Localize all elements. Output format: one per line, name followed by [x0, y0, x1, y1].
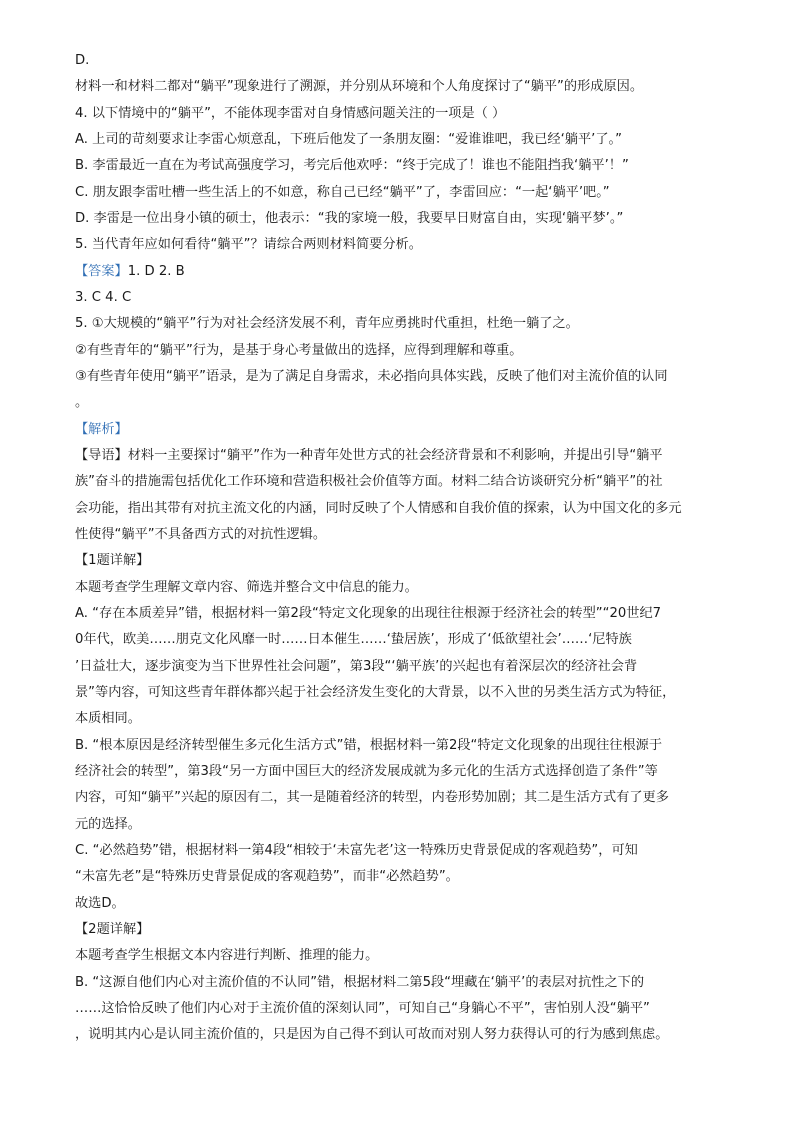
text-line: 族”奋斗的措施需包括优化工作环境和营造积极社会价值等方面。材料二结合访谈研究分析“躺平”的社 [75, 474, 663, 489]
text-line: B. “根本原因是经济转型催生多元化生活方式”错，根据材料一第2段“特定文化现象的出现往往根源于 [75, 738, 663, 753]
text-line: 5. ①大规模的“躺平”行为对社会经济发展不利，青年应勇挑时代重担，杜绝一躺了之。 [75, 316, 579, 331]
analysis-label: 【解析】 [75, 422, 128, 437]
text-line: ，说明其内心是认同主流价值的，只是因为自己得不到认可故而对别人努力获得认可的行为感到焦虑。 [75, 1027, 669, 1042]
text-line: B. “这源自他们内心对主流价值的不认同”错，根据材料二第5段“埋藏在‘躺平’的表层对抗性之下的 [75, 975, 645, 990]
text-line: C. “必然趋势”错，根据材料一第4段“相较于‘未富先老’这一特殊历史背景促成的客观趋势”，可知 [75, 843, 638, 858]
text-line: ③有些青年使用“躺平”语录，是为了满足自身需求，未必指向具体实践，反映了他们对主流价值的认同 [75, 369, 668, 384]
text-line: 性使得“躺平”不具备西方式的对抗性逻辑。 [75, 527, 327, 542]
text-line: 【导语】材料一主要探讨“躺平”作为一种青年处世方式的社会经济背景和不利影响，并提出引导“躺平 [75, 448, 663, 463]
question-5-stem: 5. 当代青年应如何看待“躺平”？请综合两则材料简要分析。 [75, 237, 422, 252]
section-heading: 【2题详解】 [75, 922, 150, 937]
answer-label: 【答案】 [75, 264, 128, 279]
text-line: 本题考查学生根据文本内容进行判断、推理的能力。 [75, 948, 379, 963]
answer-line [75, 263, 730, 281]
option-a: A. 上司的苛刻要求让李雷心烦意乱，下班后他发了一条朋友圈：“爱谁谁吧，我已经‘躺平’了。” [75, 132, 622, 147]
option-c: C. 朋友跟李雷吐槽一些生活上的不如意，称自己已经“躺平”了，李雷回应：“一起‘躺平’吧。” [75, 185, 610, 200]
text-line: ②有些青年的“躺平”行为，是基于身心考量做出的选择，应得到理解和尊重。 [75, 343, 523, 358]
text-line: 故选D。 [75, 896, 125, 911]
text-line: 0年代，欧美……朋克文化风靡一时……日本催生……‘蛰居族’，形成了‘低欲望社会’……‘尼特族 [75, 632, 632, 647]
option-b: B. 李雷最近一直在为考试高强度学习，考完后他欢呼：“终于完成了！谁也不能阻挡我‘躺平’！” [75, 158, 629, 173]
text-line: 。 [75, 395, 89, 410]
text-line: 本质相同。 [75, 711, 141, 726]
text-line: ’日益壮大，逐步演变为当下世界性社会问题”，第3段“‘躺平族’的兴起也有着深层次的经济社会背 [75, 659, 638, 674]
text-line: “未富先老”是“特殊历史背景促成的客观趋势”，而非“必然趋势”。 [75, 869, 459, 884]
option-d: D. 李雷是一位出身小镇的硕士，他表示：“我的家境一般，我要早日财富自由，实现‘躺平梦’。” [75, 211, 624, 226]
section-heading: 【1题详解】 [75, 553, 150, 568]
text-line: D. [75, 53, 90, 68]
text-line: 内容，可知“躺平”兴起的原因有二，其一是随着经济的转型，内卷形势加剧；其二是生活方式有了更多 [75, 790, 669, 805]
answer-text: 1. D 2. B [127, 264, 185, 279]
text-line: A. “存在本质差异”错，根据材料一第2段“特定文化现象的出现往往根源于经济社会的转型”“20世纪7 [75, 606, 662, 621]
text-line: 景”等内容，可知这些青年群体都兴起于社会经济发生变化的大背景，以不入世的另类生活方式为特征， [75, 685, 676, 700]
text-line: 经济社会的转型”，第3段“另一方面中国巨大的经济发展成就为多元化的生活方式选择创造了条件”等 [75, 764, 658, 779]
text-line: 3. C 4. C [75, 290, 132, 305]
text-line: 会功能，指出其带有对抗主流文化的内涵，同时反映了个人情感和自我价值的探索，认为中国文化的多元 [75, 501, 682, 516]
text-line: 本题考查学生理解文章内容、筛选并整合文中信息的能力。 [75, 580, 418, 595]
text-line: ……这恰恰反映了他们内心对于主流价值的深刻认同”，可知自己“身躺心不平”，害怕别人没“躺平” [75, 1001, 650, 1016]
text-line: 元的选择。 [75, 817, 141, 832]
text-line: 材料一和材料二都对“躺平”现象进行了溯源，并分别从环境和个人角度探讨了“躺平”的形成原因。 [75, 79, 644, 94]
question-4-stem: 4. 以下情境中的“躺平”，不能体现李雷对自身情感问题关注的一项是（ ） [75, 106, 506, 121]
